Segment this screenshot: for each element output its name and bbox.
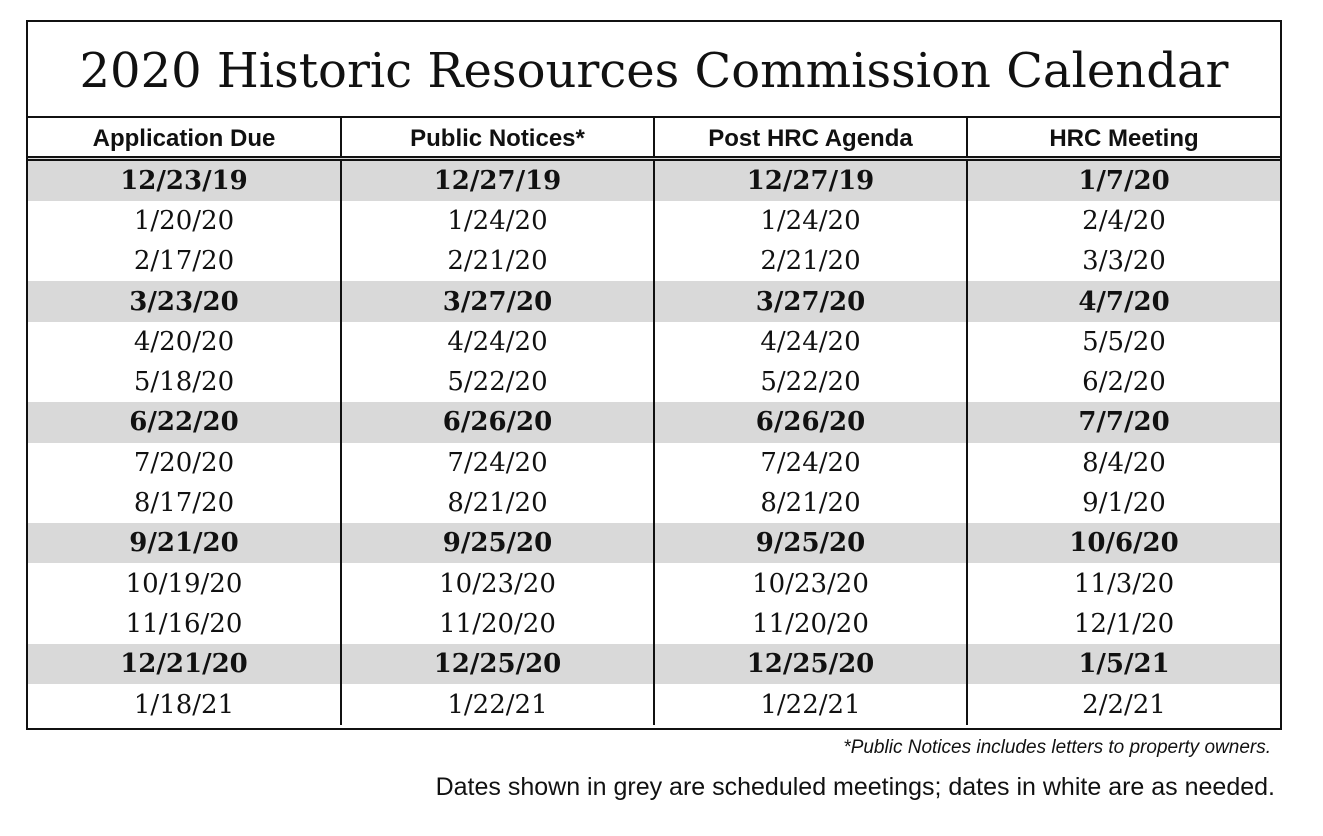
public-notices-cell: 6/26/20 — [341, 402, 654, 442]
public-notices-cell: 10/23/20 — [341, 563, 654, 603]
application-due-cell: 6/22/20 — [28, 402, 341, 442]
calendar-table — [28, 118, 1280, 725]
public-notices-cell: 3/27/20 — [341, 281, 654, 321]
application-due-cell: 12/21/20 — [28, 644, 341, 684]
public-notices-cell: 11/20/20 — [341, 604, 654, 644]
post-hrc-agenda-cell: 12/25/20 — [654, 644, 967, 684]
post-hrc-agenda-cell: 3/27/20 — [654, 281, 967, 321]
header-row — [28, 118, 1280, 158]
application-due-cell: 3/23/20 — [28, 281, 341, 321]
public-notices-cell: 5/22/20 — [341, 362, 654, 402]
public-notices-cell: 8/21/20 — [341, 483, 654, 523]
application-due-cell: 4/20/20 — [133, 326, 235, 357]
calendar-title: 2020 Historic Resources Commission Calendar — [28, 22, 1280, 118]
public-notices-footnote: *Public Notices includes letters to property owners. — [843, 737, 1271, 758]
table-row — [28, 201, 1280, 241]
hrc-meeting-cell: 4/7/20 — [967, 281, 1280, 321]
hrc-meeting-cell: 1/5/21 — [967, 644, 1280, 684]
table-row — [28, 241, 1280, 281]
table-row — [28, 644, 1280, 684]
application-due-cell: 9/21/20 — [28, 523, 341, 563]
post-hrc-agenda-cell: 10/23/20 — [654, 563, 967, 603]
hrc-meeting-cell: 12/1/20 — [967, 604, 1280, 644]
table-row — [28, 281, 1280, 321]
color-legend-note: Dates shown in grey are scheduled meetings; dates in white are as needed. — [435, 773, 1275, 801]
table-row — [28, 684, 1280, 724]
public-notices-cell: 1/24/20 — [341, 201, 654, 241]
column-header-public-notices: Public Notices* — [341, 118, 654, 158]
application-due-cell: 7/20/20 — [133, 447, 235, 478]
table-row — [28, 443, 1280, 483]
post-hrc-agenda-cell: 4/24/20 — [654, 322, 967, 362]
column-header-hrc-meeting: HRC Meeting — [967, 118, 1280, 158]
column-header-application-due: Application Due — [28, 118, 341, 158]
public-notices-cell: 7/24/20 — [341, 443, 654, 483]
post-hrc-agenda-cell: 5/22/20 — [654, 362, 967, 402]
hrc-meeting-cell: 9/1/20 — [967, 483, 1280, 523]
public-notices-cell: 2/21/20 — [341, 241, 654, 281]
hrc-meeting-cell: 8/4/20 — [967, 443, 1280, 483]
public-notices-cell: 1/22/21 — [341, 684, 654, 724]
public-notices-cell: 9/25/20 — [341, 523, 654, 563]
hrc-meeting-cell: 2/2/21 — [967, 684, 1280, 724]
table-row — [28, 563, 1280, 603]
post-hrc-agenda-cell: 9/25/20 — [654, 523, 967, 563]
table-row — [28, 604, 1280, 644]
post-hrc-agenda-cell: 6/26/20 — [654, 402, 967, 442]
post-hrc-agenda-cell: 7/24/20 — [654, 443, 967, 483]
table-row — [28, 362, 1280, 402]
application-due-cell: 11/16/20 — [125, 608, 243, 639]
hrc-meeting-cell: 7/7/20 — [967, 402, 1280, 442]
hrc-meeting-cell: 2/4/20 — [967, 201, 1280, 241]
table-row — [28, 158, 1280, 201]
table-row — [28, 523, 1280, 563]
application-due-cell: 12/23/19 — [28, 158, 341, 201]
public-notices-cell: 12/27/19 — [341, 158, 654, 201]
public-notices-cell: 4/24/20 — [341, 322, 654, 362]
application-due-cell: 2/17/20 — [133, 246, 235, 277]
hrc-meeting-cell: 3/3/20 — [967, 241, 1280, 281]
application-due-cell: 1/20/20 — [133, 205, 235, 236]
public-notices-cell: 12/25/20 — [341, 644, 654, 684]
application-due-cell: 8/17/20 — [133, 488, 235, 519]
post-hrc-agenda-cell: 1/24/20 — [654, 201, 967, 241]
application-due-cell: 10/19/20 — [125, 568, 243, 599]
application-due-cell: 5/18/20 — [133, 367, 235, 398]
post-hrc-agenda-cell: 12/27/19 — [654, 158, 967, 201]
post-hrc-agenda-cell: 2/21/20 — [654, 241, 967, 281]
post-hrc-agenda-cell: 11/20/20 — [654, 604, 967, 644]
table-row — [28, 402, 1280, 442]
table-row — [28, 483, 1280, 523]
application-due-cell: 1/18/21 — [133, 689, 235, 720]
table-row — [28, 322, 1280, 362]
post-hrc-agenda-cell: 8/21/20 — [654, 483, 967, 523]
hrc-meeting-cell: 6/2/20 — [967, 362, 1280, 402]
calendar-frame — [26, 20, 1282, 730]
hrc-meeting-cell: 5/5/20 — [967, 322, 1280, 362]
post-hrc-agenda-cell: 1/22/21 — [654, 684, 967, 724]
column-header-post-hrc-agenda: Post HRC Agenda — [654, 118, 967, 158]
hrc-meeting-cell: 11/3/20 — [967, 563, 1280, 603]
hrc-meeting-cell: 1/7/20 — [967, 158, 1280, 201]
hrc-meeting-cell: 10/6/20 — [967, 523, 1280, 563]
